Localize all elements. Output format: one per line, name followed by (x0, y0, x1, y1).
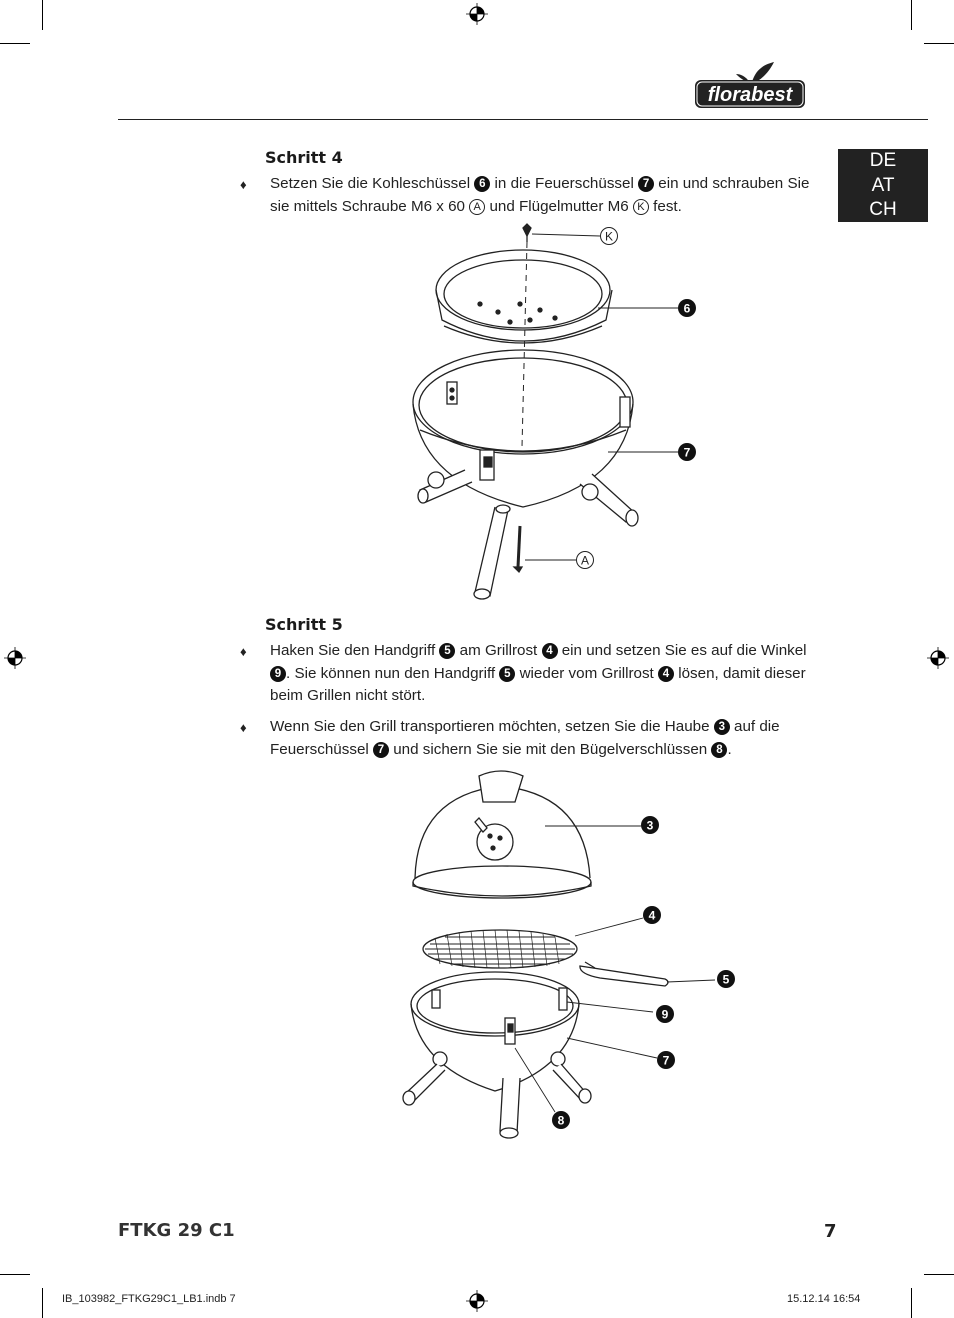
print-slug-date: 15.12.14 16:54 (787, 1293, 861, 1305)
registration-mark-icon (927, 647, 949, 669)
part-number-marker: 7 (373, 742, 389, 758)
page-number: 7 (824, 1221, 837, 1242)
label-7: 7 (683, 445, 691, 460)
step-5-paragraph-2: Wenn Sie den Grill transportieren möchten, setzen Sie die Haube 3 auf die Feuerschüssel 7 und sichern Sie sie mit den Bügelverschlüssen 8 . (270, 718, 780, 758)
step-5-paragraph-1: Haken Sie den Handgriff 5 am Grillrost 4 ein und setzen Sie es auf die Winkel 9 . Sie können nun den Handgriff 5 wieder vom Grillrost 4 lösen, damit dieser beim Grillen nicht stört. (270, 642, 807, 704)
crop-mark (42, 0, 43, 30)
step-4-title: Schritt 4 (265, 148, 343, 167)
label-5: 5 (722, 972, 730, 987)
label-8: 8 (557, 1113, 565, 1128)
part-number-marker: 9 (270, 666, 286, 682)
header-rule (118, 119, 928, 120)
crop-mark (911, 0, 912, 30)
crop-mark (911, 1288, 912, 1318)
part-number-marker: 4 (542, 643, 558, 659)
label-3: 3 (646, 818, 654, 833)
language-badge (838, 149, 928, 222)
label-a: A (580, 553, 590, 568)
part-number-marker: 6 (474, 176, 490, 192)
florabest-logo (694, 62, 806, 110)
registration-mark-icon (466, 3, 488, 25)
svg-text:florabest: florabest (707, 84, 793, 106)
registration-mark-icon (4, 647, 26, 669)
registration-mark-icon (466, 1290, 488, 1312)
language-at: AT (871, 174, 895, 196)
part-number-marker: 3 (714, 719, 730, 735)
part-letter-marker: K (633, 199, 649, 215)
part-letter-marker: A (469, 199, 485, 215)
figure-step-4 (380, 222, 720, 602)
part-number-marker: 7 (638, 176, 654, 192)
crop-mark (0, 1274, 30, 1275)
language-de: DE (869, 150, 897, 171)
model-number: FTKG 29 C1 (118, 1220, 235, 1241)
label-7: 7 (662, 1053, 670, 1068)
part-number-marker: 4 (658, 666, 674, 682)
print-slug-file: IB_103982_FTKG29C1_LB1.indb 7 (62, 1293, 236, 1305)
label-6: 6 (683, 301, 691, 316)
crop-mark (42, 1288, 43, 1318)
bullet: ♦ (240, 177, 247, 192)
part-number-marker: 5 (499, 666, 515, 682)
label-k: K (604, 229, 614, 244)
figure-step-5 (395, 766, 745, 1146)
step-4-text: Setzen Sie die Kohleschüssel 6 in die Feuerschüssel 7 ein und schrauben Sie sie mittels Schraube M6 x 60 A und Flügelmutter M6 K fest. (270, 175, 810, 215)
label-9: 9 (661, 1007, 669, 1022)
step-5-title: Schritt 5 (265, 615, 343, 634)
crop-mark (924, 1274, 954, 1275)
crop-mark (0, 43, 30, 44)
part-number-marker: 5 (439, 643, 455, 659)
label-4: 4 (648, 908, 656, 923)
part-number-marker: 8 (711, 742, 727, 758)
bullet: ♦ (240, 644, 247, 659)
crop-mark (924, 43, 954, 44)
bullet: ♦ (240, 720, 247, 735)
language-ch: CH (869, 199, 897, 220)
